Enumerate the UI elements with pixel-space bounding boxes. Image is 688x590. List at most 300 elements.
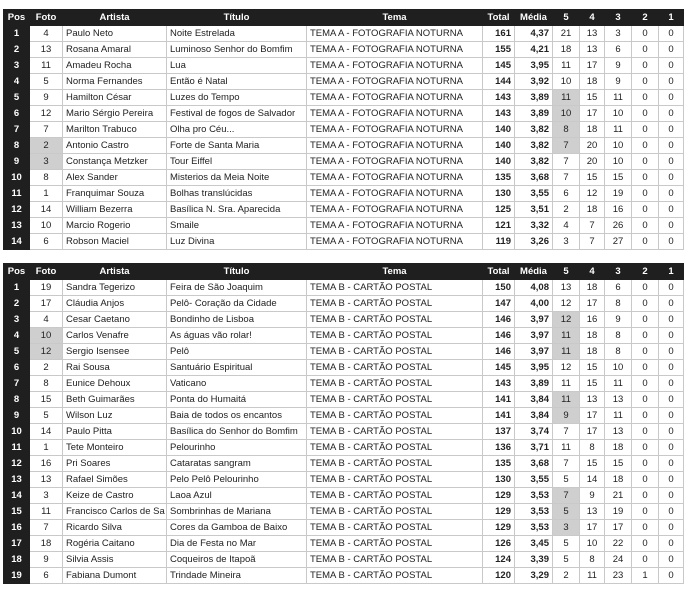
cell-votes-3: 8: [605, 296, 632, 312]
cell-votes-5: 3: [553, 234, 580, 250]
cell-votes-3: 11: [605, 90, 632, 106]
cell-votes-4: 14: [580, 472, 605, 488]
cell-votes-4: 15: [580, 456, 605, 472]
cell-pos: 16: [4, 520, 30, 536]
table-row: [4, 488, 684, 504]
cell-votes-5: 8: [553, 122, 580, 138]
cell-titulo: Dia de Festa no Mar: [167, 536, 307, 552]
cell-pos: 15: [4, 504, 30, 520]
cell-votes-3: 10: [605, 106, 632, 122]
cell-titulo: Smaile: [167, 218, 307, 234]
cell-votes-4: 18: [580, 202, 605, 218]
cell-votes-4: 20: [580, 154, 605, 170]
cell-foto: 8: [30, 376, 63, 392]
cell-total: 135: [483, 456, 515, 472]
cell-tema: TEMA B - CARTÃO POSTAL: [307, 424, 483, 440]
cell-votes-3: 17: [605, 520, 632, 536]
table-row: [4, 218, 684, 234]
cell-media: 3,51: [515, 202, 553, 218]
cell-foto: 11: [30, 58, 63, 74]
cell-votes-2: 0: [632, 218, 659, 234]
cell-votes-3: 27: [605, 234, 632, 250]
cell-tema: TEMA B - CARTÃO POSTAL: [307, 344, 483, 360]
cell-votes-1: 0: [659, 280, 684, 296]
cell-votes-1: 0: [659, 456, 684, 472]
cell-total: 141: [483, 392, 515, 408]
cell-votes-4: 13: [580, 504, 605, 520]
cell-media: 3,55: [515, 472, 553, 488]
cell-total: 146: [483, 328, 515, 344]
cell-votes-5: 6: [553, 186, 580, 202]
cell-pos: 9: [4, 154, 30, 170]
cell-tema: TEMA B - CARTÃO POSTAL: [307, 408, 483, 424]
cell-artista: Tete Monteiro: [63, 440, 167, 456]
cell-tema: TEMA A - FOTOGRAFIA NOTURNA: [307, 90, 483, 106]
cell-foto: 10: [30, 328, 63, 344]
cell-media: 3,32: [515, 218, 553, 234]
table-row: [4, 202, 684, 218]
cell-votes-5: 2: [553, 202, 580, 218]
cell-votes-5: 11: [553, 58, 580, 74]
cell-votes-4: 15: [580, 360, 605, 376]
cell-media: 4,21: [515, 42, 553, 58]
cell-votes-2: 0: [632, 504, 659, 520]
cell-votes-2: 0: [632, 122, 659, 138]
cell-votes-2: 0: [632, 536, 659, 552]
cell-votes-2: 0: [632, 392, 659, 408]
cell-votes-3: 13: [605, 424, 632, 440]
cell-artista: Eunice Dehoux: [63, 376, 167, 392]
table-row: [4, 472, 684, 488]
cell-votes-2: 0: [632, 296, 659, 312]
cell-foto: 8: [30, 170, 63, 186]
cell-votes-4: 20: [580, 138, 605, 154]
cell-media: 3,29: [515, 568, 553, 584]
cell-votes-3: 23: [605, 568, 632, 584]
cell-artista: Marcio Rogerio: [63, 218, 167, 234]
table-row: [4, 74, 684, 90]
cell-titulo: Bolhas translúcidas: [167, 186, 307, 202]
cell-media: 3,53: [515, 504, 553, 520]
cell-artista: Keize de Castro: [63, 488, 167, 504]
column-header-votes-1: 1: [659, 264, 684, 280]
cell-tema: TEMA B - CARTÃO POSTAL: [307, 440, 483, 456]
cell-votes-5: 3: [553, 520, 580, 536]
cell-votes-5: 7: [553, 170, 580, 186]
table-row: [4, 138, 684, 154]
table-row: [4, 58, 684, 74]
cell-votes-2: 0: [632, 138, 659, 154]
cell-total: 140: [483, 122, 515, 138]
cell-artista: Paulo Neto: [63, 26, 167, 42]
cell-total: 141: [483, 408, 515, 424]
cell-votes-1: 0: [659, 170, 684, 186]
cell-titulo: Forte de Santa Maria: [167, 138, 307, 154]
column-header-tema: Tema: [307, 10, 483, 26]
cell-votes-2: 0: [632, 424, 659, 440]
cell-votes-4: 13: [580, 392, 605, 408]
cell-votes-2: 0: [632, 170, 659, 186]
cell-foto: 7: [30, 122, 63, 138]
cell-foto: 5: [30, 408, 63, 424]
cell-foto: 17: [30, 296, 63, 312]
cell-total: 124: [483, 552, 515, 568]
cell-foto: 4: [30, 312, 63, 328]
cell-votes-1: 0: [659, 296, 684, 312]
cell-pos: 8: [4, 392, 30, 408]
column-header-artista: Artista: [63, 10, 167, 26]
cell-votes-2: 0: [632, 312, 659, 328]
cell-media: 3,68: [515, 456, 553, 472]
cell-votes-3: 3: [605, 26, 632, 42]
cell-titulo: Misterios da Meia Noite: [167, 170, 307, 186]
cell-votes-1: 0: [659, 202, 684, 218]
cell-tema: TEMA B - CARTÃO POSTAL: [307, 328, 483, 344]
cell-pos: 1: [4, 26, 30, 42]
cell-tema: TEMA A - FOTOGRAFIA NOTURNA: [307, 234, 483, 250]
cell-foto: 5: [30, 74, 63, 90]
cell-tema: TEMA B - CARTÃO POSTAL: [307, 568, 483, 584]
table-row: [4, 170, 684, 186]
cell-votes-5: 7: [553, 488, 580, 504]
cell-tema: TEMA B - CARTÃO POSTAL: [307, 280, 483, 296]
cell-media: 3,68: [515, 170, 553, 186]
table-row: [4, 424, 684, 440]
column-header-votes-2: 2: [632, 10, 659, 26]
cell-media: 3,97: [515, 328, 553, 344]
cell-total: 150: [483, 280, 515, 296]
cell-foto: 19: [30, 280, 63, 296]
cell-votes-3: 8: [605, 328, 632, 344]
table-row: [4, 186, 684, 202]
cell-total: 126: [483, 536, 515, 552]
header-row: [4, 264, 684, 280]
cell-votes-5: 12: [553, 296, 580, 312]
cell-votes-1: 0: [659, 58, 684, 74]
cell-pos: 17: [4, 536, 30, 552]
cell-votes-1: 0: [659, 106, 684, 122]
cell-tema: TEMA A - FOTOGRAFIA NOTURNA: [307, 186, 483, 202]
cell-foto: 10: [30, 218, 63, 234]
cell-artista: Silvia Assis: [63, 552, 167, 568]
cell-votes-5: 5: [553, 472, 580, 488]
cell-media: 3,82: [515, 138, 553, 154]
cell-artista: Wilson Luz: [63, 408, 167, 424]
cell-pos: 7: [4, 376, 30, 392]
cell-artista: Robson Maciel: [63, 234, 167, 250]
cell-foto: 2: [30, 360, 63, 376]
cell-foto: 13: [30, 472, 63, 488]
cell-media: 3,89: [515, 376, 553, 392]
cell-votes-2: 0: [632, 488, 659, 504]
cell-votes-2: 0: [632, 360, 659, 376]
cell-media: 3,84: [515, 408, 553, 424]
cell-votes-3: 19: [605, 504, 632, 520]
cell-titulo: Laoa Azul: [167, 488, 307, 504]
cell-pos: 4: [4, 74, 30, 90]
cell-titulo: Então é Natal: [167, 74, 307, 90]
cell-votes-3: 26: [605, 218, 632, 234]
cell-artista: Fabiana Dumont: [63, 568, 167, 584]
cell-votes-2: 0: [632, 186, 659, 202]
cell-votes-3: 16: [605, 202, 632, 218]
cell-votes-3: 18: [605, 440, 632, 456]
cell-foto: 3: [30, 154, 63, 170]
cell-titulo: Tour Eiffel: [167, 154, 307, 170]
cell-pos: 6: [4, 106, 30, 122]
column-header-total: Total: [483, 10, 515, 26]
cell-votes-1: 0: [659, 376, 684, 392]
cell-media: 3,55: [515, 186, 553, 202]
column-header-titulo: Título: [167, 264, 307, 280]
cell-votes-1: 0: [659, 328, 684, 344]
cell-foto: 14: [30, 202, 63, 218]
cell-votes-5: 2: [553, 568, 580, 584]
cell-pos: 7: [4, 122, 30, 138]
cell-votes-5: 10: [553, 74, 580, 90]
cell-artista: Cesar Caetano: [63, 312, 167, 328]
column-header-votes-4: 4: [580, 264, 605, 280]
cell-votes-3: 10: [605, 154, 632, 170]
cell-total: 146: [483, 344, 515, 360]
cell-artista: Rogéria Caitano: [63, 536, 167, 552]
cell-media: 4,00: [515, 296, 553, 312]
column-header-media: Média: [515, 10, 553, 26]
cell-votes-4: 17: [580, 296, 605, 312]
cell-total: 129: [483, 520, 515, 536]
cell-artista: Marilton Trabuco: [63, 122, 167, 138]
cell-votes-2: 0: [632, 456, 659, 472]
cell-total: 140: [483, 154, 515, 170]
column-header-foto: Foto: [30, 264, 63, 280]
cell-foto: 15: [30, 392, 63, 408]
cell-total: 136: [483, 440, 515, 456]
cell-titulo: Basílica N. Sra. Aparecida: [167, 202, 307, 218]
cell-artista: Amadeu Rocha: [63, 58, 167, 74]
cell-artista: Norma Fernandes: [63, 74, 167, 90]
cell-votes-1: 0: [659, 552, 684, 568]
cell-votes-2: 0: [632, 440, 659, 456]
table-row: [4, 408, 684, 424]
cell-tema: TEMA A - FOTOGRAFIA NOTURNA: [307, 74, 483, 90]
cell-tema: TEMA B - CARTÃO POSTAL: [307, 520, 483, 536]
cell-tema: TEMA B - CARTÃO POSTAL: [307, 456, 483, 472]
cell-titulo: Baia de todos os encantos: [167, 408, 307, 424]
cell-titulo: Vaticano: [167, 376, 307, 392]
cell-total: 161: [483, 26, 515, 42]
cell-tema: TEMA A - FOTOGRAFIA NOTURNA: [307, 106, 483, 122]
table-row: [4, 536, 684, 552]
cell-media: 3,82: [515, 154, 553, 170]
cell-artista: Carlos Venafre: [63, 328, 167, 344]
cell-votes-1: 0: [659, 122, 684, 138]
cell-votes-3: 11: [605, 408, 632, 424]
cell-artista: Rafael Simões: [63, 472, 167, 488]
cell-titulo: Pelô: [167, 344, 307, 360]
cell-votes-4: 18: [580, 74, 605, 90]
table-row: [4, 520, 684, 536]
cell-total: 129: [483, 504, 515, 520]
cell-tema: TEMA B - CARTÃO POSTAL: [307, 296, 483, 312]
cell-pos: 13: [4, 472, 30, 488]
cell-total: 140: [483, 138, 515, 154]
cell-media: 4,37: [515, 26, 553, 42]
cell-media: 3,53: [515, 520, 553, 536]
cell-total: 130: [483, 186, 515, 202]
cell-total: 145: [483, 58, 515, 74]
cell-votes-1: 0: [659, 472, 684, 488]
cell-votes-1: 0: [659, 42, 684, 58]
cell-pos: 3: [4, 312, 30, 328]
cell-titulo: Basílica do Senhor do Bomfim: [167, 424, 307, 440]
cell-tema: TEMA A - FOTOGRAFIA NOTURNA: [307, 42, 483, 58]
cell-media: 3,71: [515, 440, 553, 456]
cell-votes-3: 13: [605, 392, 632, 408]
cell-votes-2: 0: [632, 90, 659, 106]
cell-votes-3: 15: [605, 170, 632, 186]
cell-pos: 5: [4, 344, 30, 360]
cell-pos: 5: [4, 90, 30, 106]
cell-pos: 14: [4, 234, 30, 250]
cell-media: 3,53: [515, 488, 553, 504]
cell-votes-4: 17: [580, 408, 605, 424]
cell-tema: TEMA A - FOTOGRAFIA NOTURNA: [307, 138, 483, 154]
cell-votes-5: 7: [553, 154, 580, 170]
cell-votes-2: 0: [632, 202, 659, 218]
cell-votes-4: 16: [580, 312, 605, 328]
cell-votes-5: 4: [553, 218, 580, 234]
cell-pos: 2: [4, 296, 30, 312]
column-header-tema: Tema: [307, 264, 483, 280]
cell-votes-2: 0: [632, 26, 659, 42]
cell-tema: TEMA B - CARTÃO POSTAL: [307, 376, 483, 392]
cell-votes-3: 18: [605, 472, 632, 488]
cell-votes-1: 0: [659, 90, 684, 106]
cell-foto: 1: [30, 186, 63, 202]
cell-votes-2: 0: [632, 472, 659, 488]
cell-foto: 13: [30, 42, 63, 58]
cell-foto: 16: [30, 456, 63, 472]
cell-media: 3,95: [515, 360, 553, 376]
cell-foto: 14: [30, 424, 63, 440]
cell-votes-4: 17: [580, 106, 605, 122]
cell-votes-2: 0: [632, 376, 659, 392]
cell-votes-2: 0: [632, 74, 659, 90]
cell-total: 120: [483, 568, 515, 584]
cell-votes-3: 11: [605, 376, 632, 392]
cell-pos: 8: [4, 138, 30, 154]
cell-votes-3: 10: [605, 360, 632, 376]
cell-votes-2: 0: [632, 552, 659, 568]
column-header-votes-5: 5: [553, 10, 580, 26]
cell-total: 125: [483, 202, 515, 218]
cell-tema: TEMA A - FOTOGRAFIA NOTURNA: [307, 154, 483, 170]
cell-votes-1: 0: [659, 74, 684, 90]
cell-votes-4: 18: [580, 122, 605, 138]
cell-votes-1: 0: [659, 234, 684, 250]
cell-votes-1: 0: [659, 218, 684, 234]
cell-foto: 1: [30, 440, 63, 456]
cell-votes-3: 10: [605, 138, 632, 154]
cell-tema: TEMA A - FOTOGRAFIA NOTURNA: [307, 218, 483, 234]
cell-votes-4: 8: [580, 440, 605, 456]
cell-votes-3: 9: [605, 312, 632, 328]
cell-votes-4: 9: [580, 488, 605, 504]
cell-pos: 3: [4, 58, 30, 74]
cell-votes-4: 12: [580, 186, 605, 202]
column-header-total: Total: [483, 264, 515, 280]
cell-votes-1: 0: [659, 154, 684, 170]
cell-pos: 14: [4, 488, 30, 504]
cell-artista: Sandra Tegerizo: [63, 280, 167, 296]
cell-votes-2: 0: [632, 328, 659, 344]
column-header-votes-4: 4: [580, 10, 605, 26]
cell-pos: 6: [4, 360, 30, 376]
cell-votes-2: 1: [632, 568, 659, 584]
cell-votes-1: 0: [659, 424, 684, 440]
column-header-votes-3: 3: [605, 10, 632, 26]
cell-media: 3,45: [515, 536, 553, 552]
cell-votes-1: 0: [659, 488, 684, 504]
cell-total: 137: [483, 424, 515, 440]
table-row: [4, 376, 684, 392]
cell-foto: 4: [30, 26, 63, 42]
cell-total: 119: [483, 234, 515, 250]
cell-media: 3,89: [515, 106, 553, 122]
cell-media: 3,39: [515, 552, 553, 568]
cell-artista: Rosana Amaral: [63, 42, 167, 58]
cell-votes-3: 9: [605, 74, 632, 90]
column-header-pos: Pos: [4, 264, 30, 280]
cell-votes-5: 12: [553, 312, 580, 328]
cell-artista: Hamilton César: [63, 90, 167, 106]
cell-artista: William Bezerra: [63, 202, 167, 218]
cell-total: 143: [483, 376, 515, 392]
cell-votes-4: 15: [580, 376, 605, 392]
cell-votes-4: 18: [580, 344, 605, 360]
table-row: [4, 90, 684, 106]
cell-artista: Francisco Carlos de Sa: [63, 504, 167, 520]
cell-tema: TEMA B - CARTÃO POSTAL: [307, 472, 483, 488]
cell-foto: 12: [30, 106, 63, 122]
column-header-foto: Foto: [30, 10, 63, 26]
cell-artista: Antonio Castro: [63, 138, 167, 154]
cell-foto: 12: [30, 344, 63, 360]
cell-titulo: Luz Divina: [167, 234, 307, 250]
cell-tema: TEMA B - CARTÃO POSTAL: [307, 488, 483, 504]
cell-votes-5: 11: [553, 90, 580, 106]
table-row: [4, 296, 684, 312]
cell-pos: 9: [4, 408, 30, 424]
cell-votes-1: 0: [659, 392, 684, 408]
cell-votes-5: 5: [553, 536, 580, 552]
cell-foto: 6: [30, 234, 63, 250]
cell-artista: Pri Soares: [63, 456, 167, 472]
cell-votes-5: 10: [553, 106, 580, 122]
cell-pos: 18: [4, 552, 30, 568]
cell-votes-5: 7: [553, 424, 580, 440]
cell-votes-2: 0: [632, 106, 659, 122]
cell-media: 3,92: [515, 74, 553, 90]
cell-votes-5: 7: [553, 138, 580, 154]
cell-pos: 11: [4, 440, 30, 456]
cell-titulo: Pelourinho: [167, 440, 307, 456]
table-row: [4, 154, 684, 170]
table-row: [4, 456, 684, 472]
cell-votes-4: 7: [580, 234, 605, 250]
cell-media: 4,08: [515, 280, 553, 296]
cell-titulo: Olha pro Céu...: [167, 122, 307, 138]
